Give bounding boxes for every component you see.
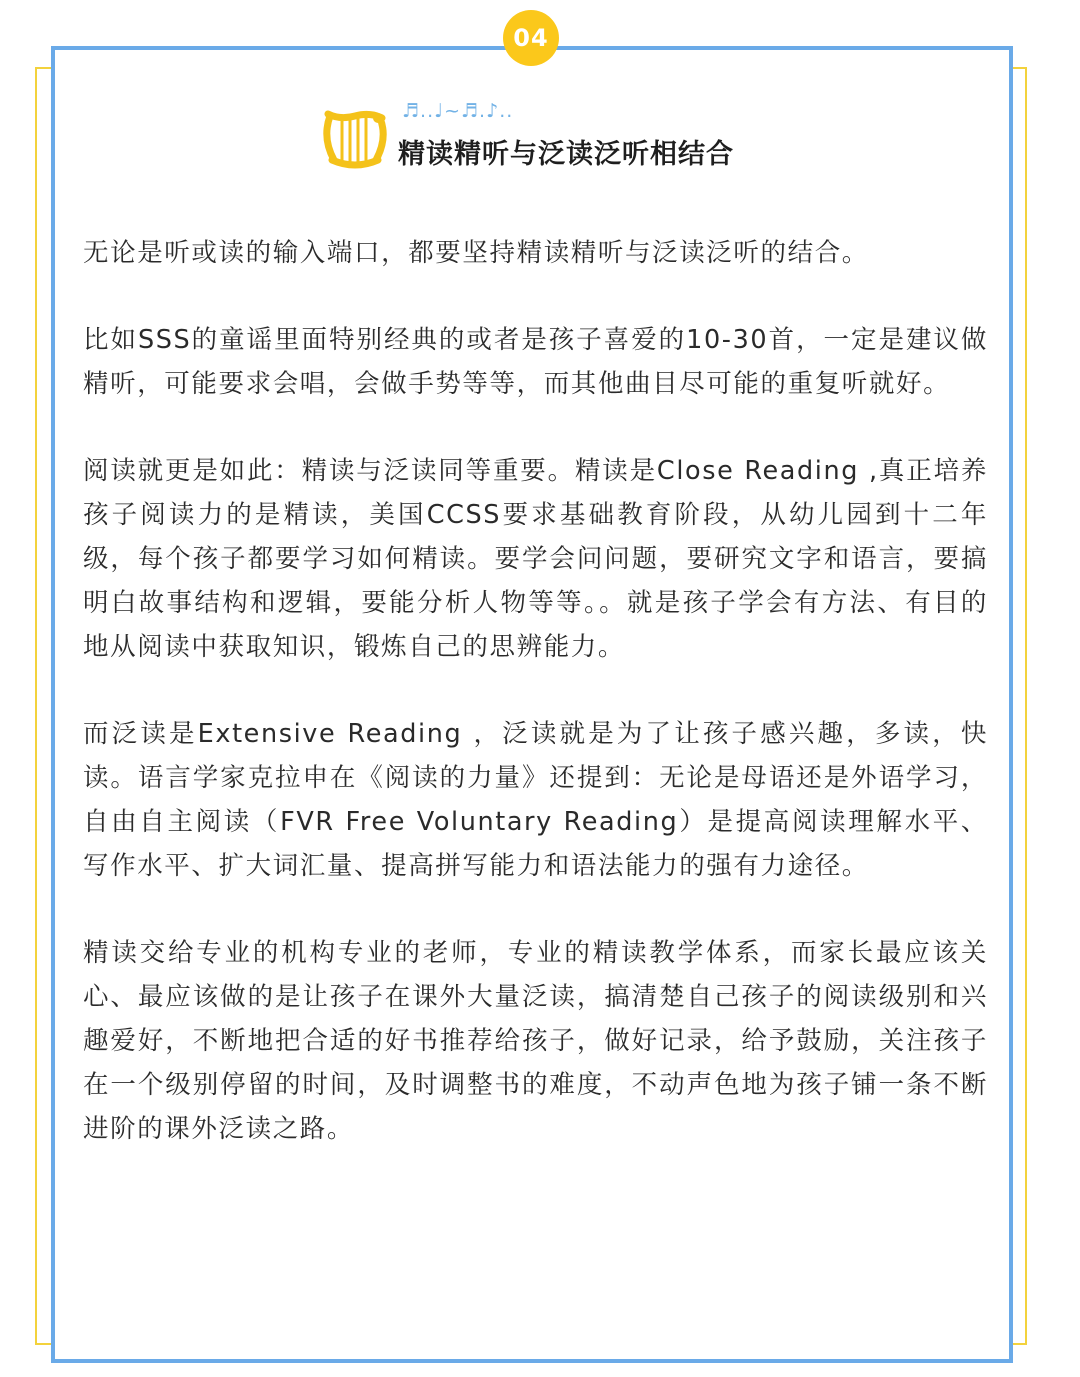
music-notes-icon: ♬..♩~♬.♪.. xyxy=(402,100,514,122)
paragraph-2: 比如SSS的童谣里面特别经典的或者是孩子喜爱的10-30首，一定是建议做精听，可能要求会唱，会做手势等等，而其他曲目尽可能的重复听就好。 xyxy=(83,325,988,399)
section-title: 精读精听与泛读泛听相结合 xyxy=(398,139,734,170)
paragraph-3: 阅读就更是如此：精读与泛读同等重要。精读是Close Reading ,真正培养孩子阅读力的是精读，美国CCSS要求基础教育阶段，从幼儿园到十二年级，每个孩子都要学习如何精读。要学会问问题，要研究文字和语言，要搞明白故事结构和逻辑，要能分析人物等等。。就是孩子学会有方法、有目的地从阅读中获取知识，锻炼自己的思辨能力。 xyxy=(83,456,988,662)
article-body xyxy=(83,231,988,1194)
paragraph-5: 精读交给专业的机构专业的老师，专业的精读教学体系，而家长最应该关心、最应该做的是让孩子在课外大量泛读，搞清楚自己孩子的阅读级别和兴趣爱好，不断地把合适的好书推荐给孩子，做好记录，给予鼓励，关注孩子在一个级别停留的时间，及时调整书的难度，不动声色地为孩子铺一条不断进阶的课外泛读之路。 xyxy=(83,938,988,1144)
paragraph-1: 无论是听或读的输入端口，都要坚持精读精听与泛读泛听的结合。 xyxy=(83,238,869,268)
paragraph-4: 而泛读是Extensive Reading ，泛读就是为了让孩子感兴趣，多读，快读。语言学家克拉申在《阅读的力量》还提到：无论是母语还是外语学习，自由自主阅读（FVR Free Voluntary Reading）是提高阅读理解水平、写作水平、扩大词汇量、提高拼写能力和语法能力的强有力途径。 xyxy=(83,719,988,881)
section-header xyxy=(320,100,780,180)
harp-icon xyxy=(320,108,390,172)
section-number-badge xyxy=(503,10,559,66)
section-number: 04 xyxy=(513,24,549,52)
